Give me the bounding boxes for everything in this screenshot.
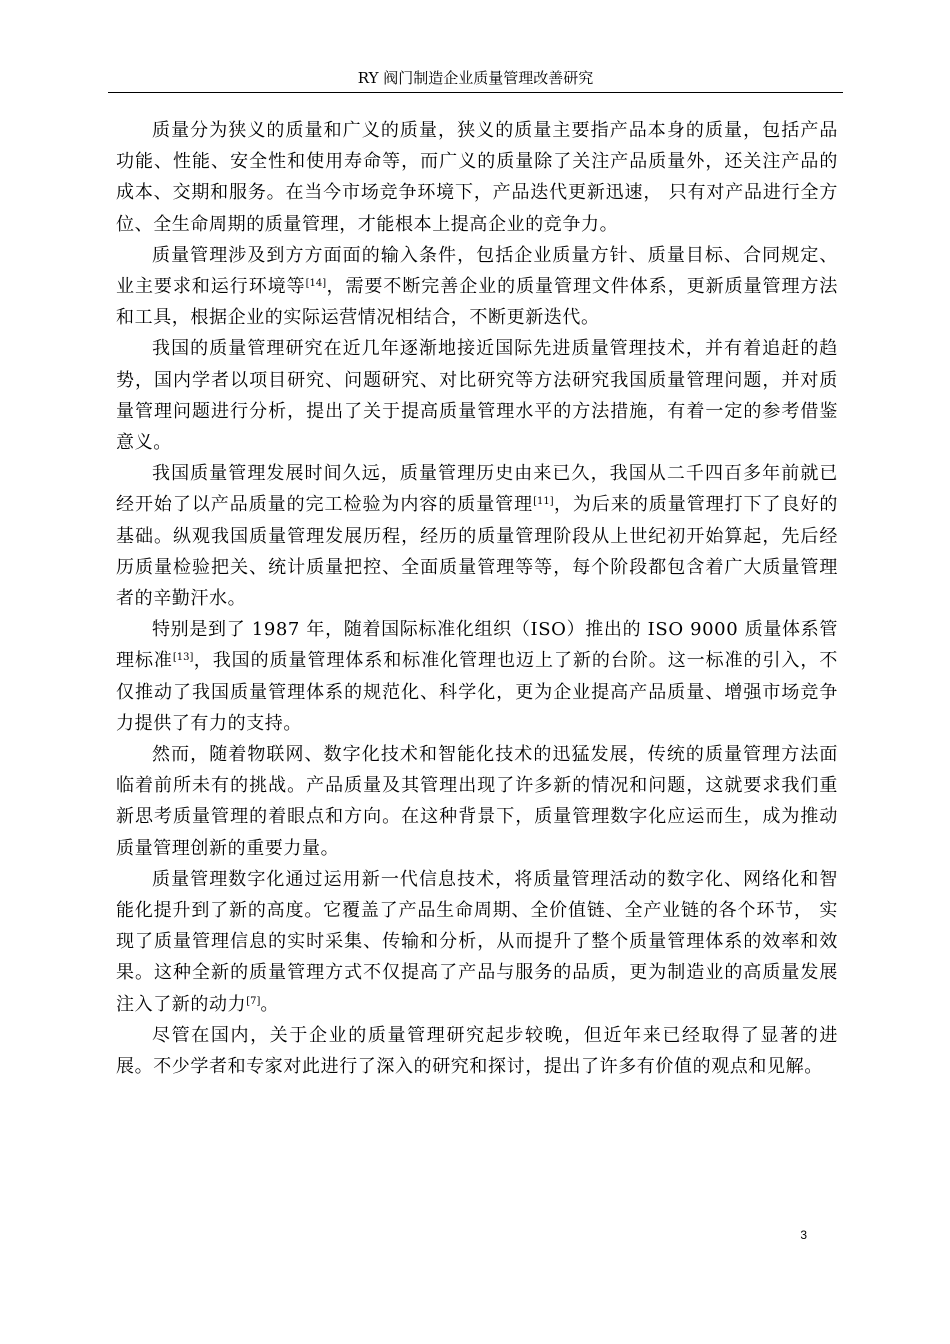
paragraph-text: 质量管理数字化通过运用新一代信息技术，将质量管理活动的数字化、网络化和智能化提升到了新的高度。它覆盖了产品生命周期、全价值链、全产业链的各个环节， 实现了质量管理信息的实时采集、传输和分析，从而提升了整个质量管理体系的效率和效果。这种全新的质量管理方式不仅提高了产品与服务的品质，更为制造业的高质量发展注入了新的动力: [116, 868, 838, 1015]
paragraph-1: 质量分为狭义的质量和广义的质量，狭义的质量主要指产品本身的质量，包括产品功能、性能、安全性和使用寿命等，而广义的质量除了关注产品质量外，还关注产品的成本、交期和服务。在当今市场竞争环境下，产品迭代更新迅速， 只有对产品进行全方位、全生命周期的质量管理，才能根本上提高企业的竞争力。: [116, 120, 838, 235]
paragraph-5: [116, 614, 838, 739]
paragraph-text: ，需要不断完善企业的质量管理文件体系，更新质量管理方法和工具，根据企业的实际运营情况相结合，不断更新迭代。: [116, 276, 839, 329]
running-header: RY 阀门制造企业质量管理改善研究: [357, 69, 594, 87]
paragraph-8: 尽管在国内，关于企业的质量管理研究起步较晚，但近年来已经取得了显著的进展。不少学者和专家对此进行了深入的研究和探讨，提出了许多有价值的观点和见解。: [116, 1024, 838, 1078]
paragraph-text: 我国质量管理发展时间久远，质量管理历史由来已久，我国从二千四百多年前就已经开始了以产品质量的完工检验为内容的质量管理: [116, 463, 838, 516]
citation-ref: [7]: [246, 995, 261, 1007]
paragraph-4: [116, 458, 838, 614]
paragraph-text: 特别是到了 1987 年，随着国际标准化组织（ISO）推出的 ISO 9000 质量体系管理标准: [116, 619, 838, 672]
paragraph-2: [116, 240, 838, 334]
page-number: 3: [800, 1228, 807, 1242]
paragraph-text: 质量管理涉及到方方面面的输入条件，包括企业质量方针、质量目标、合同规定、业主要求和运行环境等: [116, 244, 838, 298]
citation-ref: [14]: [305, 278, 327, 290]
paragraph-6: 然而，随着物联网、数字化技术和智能化技术的迅猛发展，传统的质量管理方法面临着前所未有的挑战。产品质量及其管理出现了许多新的情况和问题，这就要求我们重新思考质量管理的着眼点和方向。在这种背景下，质量管理数字化应运而生，成为推动质量管理创新的重要力量。: [116, 744, 838, 859]
paragraph-text: 。: [260, 993, 279, 1015]
citation-ref: [11]: [533, 496, 554, 508]
body-text: [116, 115, 838, 1082]
header-rule: [108, 92, 843, 93]
paragraph-text: ，我国的质量管理体系和标准化管理也迈上了新的台阶。这一标准的引入，不仅推动了我国质量管理体系的规范化、科学化，更为企业提高产品质量、增强市场竞争力提供了有力的支持。: [116, 650, 838, 734]
citation-ref: [13]: [172, 652, 194, 664]
paragraph-3: 我国的质量管理研究在近几年逐渐地接近国际先进质量管理技术，并有着追赶的趋势，国内学者以项目研究、问题研究、对比研究等方法研究我国质量管理问题，并对质量管理问题进行分析，提出了关于提高质量管理水平的方法措施，有着一定的参考借鉴意义。: [116, 338, 838, 454]
paragraph-7: [116, 864, 838, 1020]
paragraph-text: ，为后来的质量管理打下了良好的基础。纵观我国质量管理发展历程，经历的质量管理阶段从上世纪初开始算起，先后经历质量检验把关、统计质量把控、全面质量管理等等，每个阶段都包含着广大质量管理者的辛勤汗水。: [116, 494, 839, 610]
